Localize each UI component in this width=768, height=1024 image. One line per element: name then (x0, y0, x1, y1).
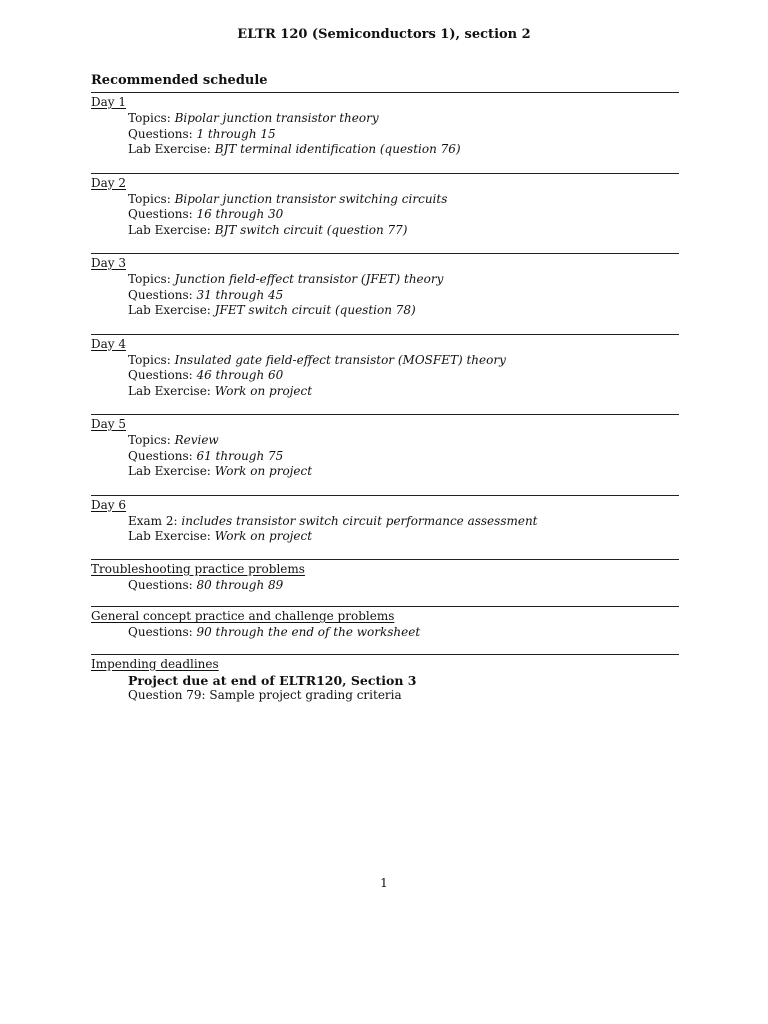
day-4-lab: Lab Exercise: Work on project (128, 383, 313, 398)
day-3-topics: Topics: Junction field-effect transistor (JFET) theory (128, 272, 444, 286)
project-deadline: Project due at end of ELTR120, Section 3 (128, 672, 417, 688)
day-3-title: Day 3 (91, 256, 127, 270)
day-5-questions: Questions: 61 through 75 (128, 448, 284, 463)
troubleshooting-title: Troubleshooting practice problems (91, 561, 305, 576)
day-1-title: Day 1 (91, 95, 127, 109)
general-concept-section (91, 606, 679, 654)
day-6-exam: Exam 2: includes transistor switch circuit performance assessment (128, 513, 538, 528)
day-2-title: Day 2 (91, 175, 127, 190)
day-2-lab: Lab Exercise: BJT switch circuit (question 77) (128, 222, 408, 237)
deadlines-title: Impending deadlines (91, 656, 219, 671)
general-concept-questions: Questions: 90 through the end of the worksheet (128, 625, 421, 639)
day-3-lab: Lab Exercise: JFET switch circuit (question 78) (128, 303, 416, 317)
day-2-topics: Topics: Bipolar junction transistor switching circuits (128, 191, 448, 206)
day-3-questions: Questions: 31 through 45 (128, 287, 284, 302)
troubleshooting-section (91, 559, 679, 607)
grading-criteria: Question 79: Sample project grading criteria (128, 688, 402, 702)
day-1-lab: Lab Exercise: BJT terminal identification (question 76) (128, 142, 461, 156)
day-2-section (91, 173, 679, 254)
day-6-lab: Lab Exercise: Work on project (128, 529, 313, 543)
day-3-section (91, 253, 679, 334)
day-4-topics: Topics: Insulated gate field-effect transistor (MOSFET) theory (128, 352, 506, 367)
schedule-heading: Recommended schedule (91, 73, 268, 88)
day-4-questions: Questions: 46 through 60 (128, 368, 284, 382)
page-title: ELTR 120 (Semiconductors 1), section 2 (237, 27, 531, 42)
day-1-questions: Questions: 1 through 15 (128, 126, 276, 141)
day-1-section (91, 92, 679, 173)
day-6-title: Day 6 (91, 497, 127, 512)
day-2-questions: Questions: 16 through 30 (128, 207, 284, 221)
day-1-topics: Topics: Bipolar junction transistor theory (128, 111, 379, 125)
deadlines-section (91, 654, 679, 704)
day-4-section (91, 334, 679, 415)
troubleshooting-questions: Questions: 80 through 89 (128, 577, 284, 592)
schedule (91, 72, 679, 704)
day-5-section (91, 414, 679, 495)
day-5-lab: Lab Exercise: Work on project (128, 464, 313, 478)
page-number: 1 (380, 876, 388, 890)
day-6-section (91, 495, 679, 559)
day-5-title: Day 5 (91, 417, 127, 431)
general-concept-title: General concept practice and challenge problems (91, 609, 395, 623)
day-4-title: Day 4 (91, 336, 127, 351)
day-5-topics: Topics: Review (128, 433, 219, 447)
